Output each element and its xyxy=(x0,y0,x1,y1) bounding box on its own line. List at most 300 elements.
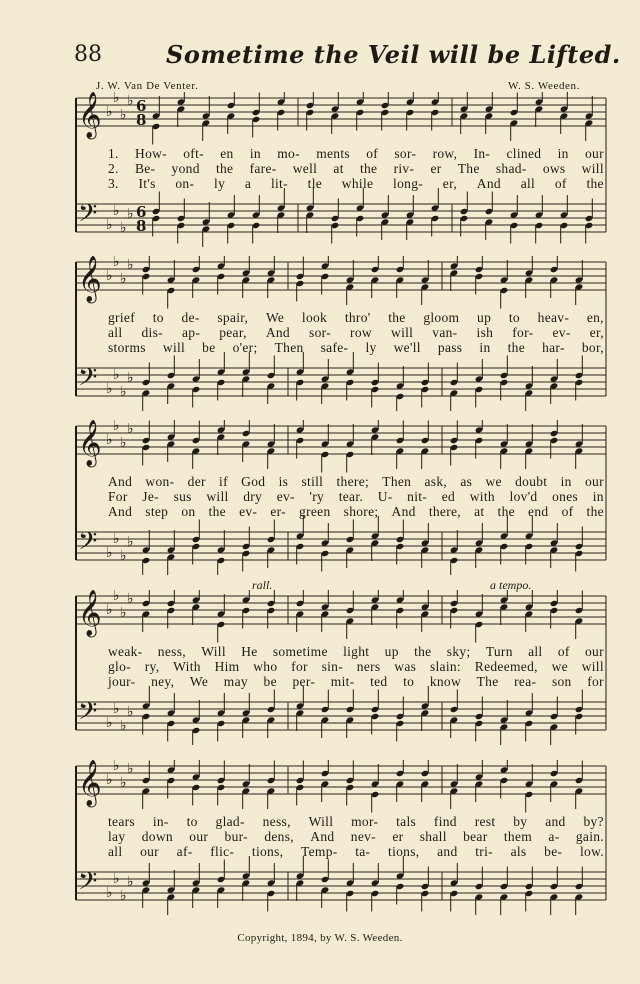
lyric-syllable: ments xyxy=(316,146,350,161)
lyric-syllable: the xyxy=(586,504,604,519)
note xyxy=(267,520,276,569)
note xyxy=(575,867,584,916)
lyric-syllable: sus xyxy=(173,489,192,504)
lyric-syllable: He xyxy=(241,644,258,659)
lyric-syllable: will xyxy=(581,161,604,176)
flat-icon: ♭ xyxy=(113,701,120,717)
note xyxy=(217,594,226,643)
verse-3-lyrics xyxy=(108,844,604,860)
flat-icon: ♭ xyxy=(120,548,127,564)
lyric-syllable: ness, xyxy=(262,814,291,829)
lyric-syllable: af- xyxy=(176,844,193,859)
note xyxy=(346,690,355,739)
note xyxy=(535,92,544,127)
treble-clef-icon: 𝄞 xyxy=(78,760,102,806)
lyric-syllable: son xyxy=(551,674,572,689)
lyric-syllable: on- xyxy=(175,176,195,191)
note xyxy=(142,421,151,466)
lyric-syllable: to xyxy=(403,674,415,689)
note xyxy=(500,516,509,565)
flat-icon: ♭ xyxy=(113,367,120,383)
lyric-syllable: er xyxy=(430,161,442,176)
note xyxy=(227,195,236,244)
flat-icon: ♭ xyxy=(127,874,134,890)
verse-2-lyrics xyxy=(108,829,604,845)
flat-icon: ♭ xyxy=(106,715,113,731)
lyric-syllable: our xyxy=(585,474,604,489)
lyric-syllable: And xyxy=(391,504,416,519)
lyric-syllable: may xyxy=(223,674,248,689)
lyric-syllable: als xyxy=(510,844,527,859)
verse-3-lyrics xyxy=(108,340,604,356)
lyric-syllable: ed xyxy=(441,489,456,504)
flat-icon: ♭ xyxy=(127,591,134,607)
lyric-syllable: gloom xyxy=(423,310,460,325)
lyric-syllable: er- xyxy=(270,504,286,519)
lyric-syllable: ev- xyxy=(276,489,295,504)
lyric-syllable: in xyxy=(557,146,569,161)
lyric-syllable: ev- xyxy=(239,504,258,519)
lyric-syllable: slain: xyxy=(429,659,461,674)
lyric-syllable: shall xyxy=(419,829,447,844)
lyric-syllable: Then xyxy=(274,340,304,355)
lyric-syllable: gain. xyxy=(575,829,604,844)
note xyxy=(575,761,584,810)
lyric-syllable: we xyxy=(485,474,502,489)
lyric-syllable: end xyxy=(528,504,549,519)
lyric-syllable: And xyxy=(108,504,133,519)
note xyxy=(371,420,380,455)
music-system-4 xyxy=(72,578,610,745)
author-music: W. S. Weeden. xyxy=(508,80,580,92)
note xyxy=(346,352,355,401)
lyric-syllable: bur- xyxy=(224,829,248,844)
lyric-syllable: the xyxy=(497,504,515,519)
flat-icon: ♭ xyxy=(120,605,127,621)
flat-icon: ♭ xyxy=(106,268,113,284)
lyric-syllable: for xyxy=(587,674,604,689)
note xyxy=(475,867,484,916)
flat-icon: ♭ xyxy=(127,534,134,550)
time-signature-bottom: 8 xyxy=(136,217,147,235)
note xyxy=(475,359,484,408)
lyric-syllable: weak- xyxy=(108,644,143,659)
note xyxy=(356,188,365,237)
lyric-syllable: won- xyxy=(145,474,175,489)
note xyxy=(510,195,519,244)
song-title: Sometime the Veil will be Lifted. xyxy=(166,40,621,69)
lyric-syllable: sor- xyxy=(394,146,417,161)
time-signature-top: 6 xyxy=(136,203,147,221)
lyric-syllable: as xyxy=(460,474,473,489)
lyric-syllable: to xyxy=(152,310,164,325)
treble-clef-icon: 𝄞 xyxy=(78,420,102,466)
lyric-syllable: be- xyxy=(544,844,563,859)
lyric-syllable: glo- xyxy=(108,659,131,674)
note xyxy=(450,421,459,466)
note xyxy=(321,523,330,572)
flat-icon: ♭ xyxy=(113,92,120,106)
treble-notes xyxy=(142,420,584,473)
verse-2-lyrics xyxy=(108,325,604,341)
note xyxy=(560,195,569,244)
lyric-syllable: rea- xyxy=(514,674,537,689)
lyric-syllable: know xyxy=(429,674,462,689)
lyric-syllable: 2. xyxy=(108,161,119,176)
note xyxy=(192,359,201,408)
lyric-syllable: our xyxy=(140,844,159,859)
verse-3-lyrics xyxy=(108,176,604,192)
lyric-syllable: tions, xyxy=(388,844,420,859)
lyric-syllable: will xyxy=(391,325,414,340)
lyric-syllable: sky; xyxy=(446,644,471,659)
note xyxy=(296,352,305,401)
verse-1-lyrics xyxy=(108,310,604,326)
lyric-syllable: har- xyxy=(542,340,565,355)
note xyxy=(267,761,276,810)
flat-icon: ♭ xyxy=(120,888,127,904)
music-system-5 xyxy=(72,760,610,915)
lyric-syllable: dens, xyxy=(264,829,294,844)
note xyxy=(421,363,430,408)
lyric-syllable: in xyxy=(560,474,572,489)
lyric-syllable: tions, xyxy=(251,844,284,859)
lyric-syllable: dry xyxy=(243,489,263,504)
lyric-syllable: dis- xyxy=(141,325,163,340)
lyric-syllable: to xyxy=(508,310,520,325)
lyric-syllable: ness, xyxy=(157,644,186,659)
lyric-syllable: shad- xyxy=(495,161,527,176)
note xyxy=(142,761,151,810)
lyric-syllable: Be- xyxy=(134,161,156,176)
flat-icon: ♭ xyxy=(127,704,134,720)
treble-notes xyxy=(152,92,594,145)
note xyxy=(142,363,151,412)
lyric-syllable: and xyxy=(545,814,566,829)
note xyxy=(575,527,584,572)
flat-icon: ♭ xyxy=(106,885,113,901)
lyric-syllable: storms xyxy=(108,340,146,355)
lyric-syllable: 3. xyxy=(108,176,119,191)
verse-3-lyrics xyxy=(108,674,604,690)
lyric-syllable: the xyxy=(388,310,406,325)
lyric-syllable: We xyxy=(189,674,209,689)
lyric-syllable: all xyxy=(108,325,123,340)
note xyxy=(431,188,440,237)
note xyxy=(296,257,305,302)
lyric-syllable: down xyxy=(141,829,173,844)
note xyxy=(192,590,201,625)
note xyxy=(177,92,186,127)
lyric-syllable: For xyxy=(108,489,128,504)
verse-1-lyrics xyxy=(108,474,604,490)
note xyxy=(500,356,509,401)
verse-1-lyrics xyxy=(108,644,604,660)
note xyxy=(267,690,276,739)
lyric-syllable: sor- xyxy=(309,325,331,340)
flat-icon: ♭ xyxy=(113,760,120,774)
lyric-syllable: by xyxy=(513,814,528,829)
flat-icon: ♭ xyxy=(127,761,134,777)
note xyxy=(525,516,534,565)
treble-notes xyxy=(142,256,584,309)
lyric-syllable: o'er; xyxy=(232,340,258,355)
lyric-syllable: the xyxy=(215,161,234,176)
note xyxy=(525,764,534,813)
lyric-syllable: riv- xyxy=(393,161,415,176)
lyric-syllable: heav- xyxy=(537,310,570,325)
lyric-syllable: our xyxy=(189,829,209,844)
note xyxy=(500,260,509,309)
lyric-syllable: there; xyxy=(336,474,370,489)
lyric-syllable: der xyxy=(187,474,206,489)
verse-2-lyrics xyxy=(108,659,604,675)
lyric-syllable: with xyxy=(469,489,495,504)
note xyxy=(396,520,405,565)
lyric-syllable: ly xyxy=(214,176,226,191)
flat-icon: ♭ xyxy=(106,545,113,561)
lyric-syllable: ners xyxy=(356,659,381,674)
note xyxy=(321,860,330,909)
lyric-syllable: bor, xyxy=(581,340,604,355)
lyric-syllable: safe- xyxy=(320,340,349,355)
lyric-syllable: we'll xyxy=(393,340,421,355)
lyric-syllable: find xyxy=(433,814,457,829)
lyric-syllable: fare- xyxy=(249,161,277,176)
lyric-syllable: pass xyxy=(437,340,463,355)
lyric-syllable: tals xyxy=(396,814,417,829)
lyric-syllable: nev- xyxy=(350,829,376,844)
lyric-syllable: tear. xyxy=(338,489,364,504)
lyric-syllable: there, xyxy=(428,504,461,519)
lyric-syllable: ap- xyxy=(181,325,201,340)
note xyxy=(217,761,226,806)
lyric-syllable: the xyxy=(507,340,526,355)
lyric-syllable: yond xyxy=(171,161,200,176)
lyric-syllable: bear xyxy=(463,829,488,844)
lyric-syllable: It's xyxy=(138,176,156,191)
lyric-syllable: Will xyxy=(201,644,226,659)
lyric-syllable: en xyxy=(220,146,234,161)
note xyxy=(450,690,459,739)
bass-staff xyxy=(76,697,606,734)
lyric-syllable: will xyxy=(206,489,229,504)
bass-clef-icon: 𝄢 xyxy=(78,867,98,902)
lyric-syllable: lay xyxy=(108,829,126,844)
lyric-syllable: spair, xyxy=(217,310,249,325)
note xyxy=(217,693,226,742)
lyric-syllable: God xyxy=(241,474,266,489)
lyric-syllable: grief xyxy=(108,310,135,325)
note xyxy=(396,856,405,905)
note xyxy=(296,761,305,806)
note xyxy=(585,199,594,244)
lyric-syllable: glad- xyxy=(215,814,245,829)
bass-clef-icon: 𝄢 xyxy=(78,199,98,234)
flat-icon: ♭ xyxy=(106,602,113,618)
note xyxy=(252,93,261,138)
a-tempo-marking: a tempo. xyxy=(490,578,532,592)
lyric-syllable: all xyxy=(108,844,123,859)
lyric-syllable: the xyxy=(414,644,432,659)
lyric-syllable: clined xyxy=(506,146,542,161)
note xyxy=(167,260,176,309)
lyric-syllable: tle xyxy=(307,176,323,191)
note xyxy=(450,256,459,291)
lyric-syllable: lov'd xyxy=(509,489,538,504)
lyric-syllable: Redeemed, xyxy=(474,659,538,674)
verse-2-lyrics xyxy=(108,161,604,177)
lyric-syllable: tri- xyxy=(475,844,493,859)
lyric-syllable: de- xyxy=(181,310,200,325)
lyric-syllable: The xyxy=(457,161,480,176)
treble-clef-icon: 𝄞 xyxy=(78,256,102,302)
lyric-syllable: up xyxy=(477,310,492,325)
lyric-syllable: How- xyxy=(135,146,167,161)
note xyxy=(142,686,151,735)
note xyxy=(525,867,534,912)
lyric-syllable: And xyxy=(265,325,290,340)
lyric-syllable: jour- xyxy=(108,674,136,689)
note xyxy=(167,356,176,405)
lyric-syllable: all xyxy=(520,176,536,191)
flat-icon: ♭ xyxy=(113,203,120,219)
time-signature-bottom: 8 xyxy=(136,111,147,129)
note xyxy=(525,693,534,742)
lyric-syllable: ly xyxy=(365,340,377,355)
lyric-syllable: look xyxy=(301,310,328,325)
music-system-2 xyxy=(72,256,610,411)
lyric-syllable: And xyxy=(108,474,133,489)
lyric-syllable: at xyxy=(333,161,344,176)
note xyxy=(267,356,276,405)
lyric-syllable: low. xyxy=(579,844,604,859)
note xyxy=(575,591,584,640)
lyric-syllable: Temp- xyxy=(301,844,338,859)
lyric-syllable: our xyxy=(584,644,604,659)
note xyxy=(217,860,226,909)
note xyxy=(217,420,226,455)
note xyxy=(475,594,484,643)
flat-icon: ♭ xyxy=(106,217,113,233)
flat-icon: ♭ xyxy=(120,384,127,400)
note xyxy=(550,867,559,916)
flat-icon: ♭ xyxy=(113,871,120,887)
lyric-syllable: And xyxy=(476,176,501,191)
lyric-syllable: still xyxy=(301,474,324,489)
lyric-syllable: while xyxy=(341,176,374,191)
lyric-syllable: ry, xyxy=(144,659,160,674)
lyric-syllable: was xyxy=(394,659,417,674)
lyric-syllable: will xyxy=(162,340,186,355)
lyric-syllable: per- xyxy=(292,674,316,689)
lyric-syllable: row, xyxy=(432,146,458,161)
treble-clef-icon: 𝄞 xyxy=(78,92,102,138)
flat-icon: ♭ xyxy=(127,257,134,273)
note xyxy=(346,591,355,640)
flat-icon: ♭ xyxy=(106,104,113,120)
verse-2-lyrics xyxy=(108,489,604,505)
flat-icon: ♭ xyxy=(106,772,113,788)
lyric-syllable: en, xyxy=(586,310,604,325)
lyric-syllable: U- xyxy=(377,489,393,504)
note xyxy=(192,520,201,565)
lyric-syllable: is xyxy=(278,474,289,489)
lyric-syllable: for xyxy=(291,659,308,674)
treble-clef-icon: 𝄞 xyxy=(78,590,102,636)
lyric-syllable: of xyxy=(366,146,379,161)
verse-1-lyrics xyxy=(108,146,604,162)
lyric-syllable: ted xyxy=(370,674,388,689)
note xyxy=(331,199,340,244)
lyric-syllable: at xyxy=(474,504,485,519)
note xyxy=(346,863,355,912)
note xyxy=(460,192,469,237)
lyric-syllable: With xyxy=(173,659,201,674)
lyric-syllable: tears xyxy=(108,814,135,829)
lyric-syllable: a- xyxy=(548,829,560,844)
flat-icon: ♭ xyxy=(127,370,134,386)
note xyxy=(450,363,459,412)
note xyxy=(267,863,276,912)
lyric-syllable: in xyxy=(249,146,261,161)
lyric-syllable: rest xyxy=(474,814,496,829)
flat-icon: ♭ xyxy=(106,432,113,448)
note xyxy=(152,192,161,237)
flat-icon: ♭ xyxy=(113,256,120,270)
flat-icon: ♭ xyxy=(113,531,120,547)
verse-1-lyrics xyxy=(108,814,604,830)
lyric-syllable: by? xyxy=(583,814,604,829)
lyric-syllable: ta- xyxy=(355,844,371,859)
lyric-syllable: thro' xyxy=(344,310,371,325)
note xyxy=(346,424,355,473)
lyric-syllable: well xyxy=(292,161,318,176)
note xyxy=(500,590,509,625)
note xyxy=(535,195,544,244)
lyric-syllable: of xyxy=(561,504,574,519)
lyric-syllable: ev- xyxy=(552,325,571,340)
note xyxy=(371,363,380,408)
note xyxy=(167,693,176,742)
flat-icon: ♭ xyxy=(113,420,120,434)
lyric-syllable: shore; xyxy=(343,504,379,519)
lyric-syllable: And xyxy=(310,829,335,844)
music-system-1 xyxy=(72,92,610,247)
lyric-syllable: them xyxy=(503,829,533,844)
note xyxy=(500,867,509,916)
lyric-syllable: and xyxy=(437,844,458,859)
lyric-syllable: mor- xyxy=(351,814,379,829)
lyric-syllable: in- xyxy=(152,814,169,829)
note xyxy=(346,520,355,569)
lyric-syllable: er, xyxy=(589,325,604,340)
page-number: 88 xyxy=(74,42,102,67)
lyric-syllable: the xyxy=(586,176,604,191)
lyric-syllable: on xyxy=(181,504,196,519)
lyric-syllable: if xyxy=(219,474,228,489)
lyric-syllable: We xyxy=(265,310,285,325)
lyric-syllable: be xyxy=(263,674,277,689)
flat-icon: ♭ xyxy=(120,775,127,791)
note xyxy=(421,867,430,912)
lyric-syllable: a xyxy=(244,176,252,191)
lyric-syllable: ows xyxy=(542,161,566,176)
lyric-syllable: 1. xyxy=(108,146,119,161)
lyric-syllable: to xyxy=(186,814,198,829)
lyric-syllable: Him xyxy=(214,659,240,674)
note xyxy=(252,195,261,244)
